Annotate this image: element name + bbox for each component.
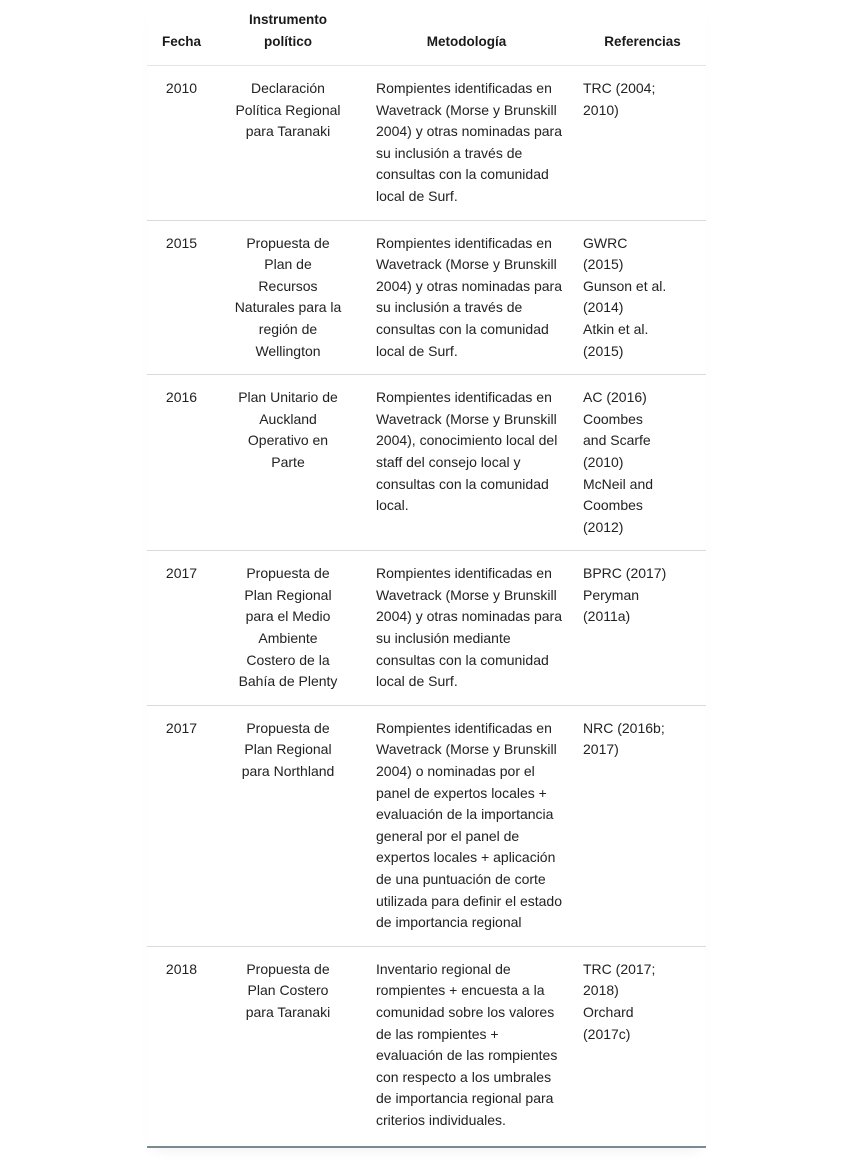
- instrument-text-line: Propuesta de: [246, 565, 330, 582]
- table-row: [147, 551, 706, 706]
- methodology-text-line: 2004) y otras nominadas para: [376, 123, 562, 140]
- methodology-text-line: Rompientes identificadas en: [376, 80, 552, 96]
- date-text: 2010: [165, 80, 198, 96]
- header-date: [147, 0, 216, 66]
- cell-instrument: [216, 66, 360, 221]
- reference-text-line: 2018): [583, 982, 619, 999]
- methodology-text-line: su inclusión mediante: [376, 630, 511, 647]
- cell-methodology: [360, 551, 573, 706]
- methodology-text-line: Rompientes identificadas en: [376, 389, 552, 406]
- reference-text-line: (2014): [583, 299, 624, 316]
- cell-methodology: [360, 220, 573, 375]
- reference-text-line: Coombes: [583, 410, 643, 427]
- instrument-text-line: Plan Unitario de: [238, 389, 338, 406]
- reference-text-line: TRC (2004;: [583, 80, 656, 96]
- cell-references: [573, 375, 706, 551]
- instrument-text-line: para Taranaki: [245, 123, 331, 140]
- cell-methodology: [360, 705, 573, 946]
- methodology-text-line: con respecto a los umbrales: [376, 1068, 552, 1085]
- reference-text-line: TRC (2017;: [583, 960, 656, 977]
- methodology-text-line: Rompientes identificadas en: [376, 719, 552, 736]
- date-text: 2017: [165, 719, 198, 736]
- table-body: [147, 66, 706, 1147]
- methodology-text-line: 2004) o nominadas por el: [376, 763, 535, 780]
- table-row: [147, 946, 706, 1146]
- instrument-text-line: Recursos: [258, 277, 318, 294]
- instrument-text-line: Plan de: [264, 256, 312, 273]
- methodology-text-line: rompientes + encuesta a la: [376, 982, 545, 999]
- methodology-text-line: expertos locales + aplicación: [376, 849, 556, 866]
- reference-text-line: Orchard: [583, 1003, 634, 1020]
- methodology-text-line: panel de expertos locales +: [376, 784, 547, 801]
- methodology-text-line: local de Surf.: [376, 342, 458, 359]
- instrument-text-line: Plan Regional: [244, 586, 332, 603]
- instrument-text-line: Bahía de Plenty: [238, 673, 338, 690]
- policy-instruments-table: [147, 0, 706, 1148]
- methodology-text-line: Wavetrack (Morse y Brunskill: [376, 101, 557, 118]
- reference-text-line: (2015): [583, 342, 624, 359]
- instrument-text-line: para Taranaki: [245, 1003, 331, 1020]
- instrument-text-line: Wellington: [255, 342, 321, 359]
- instrument-text-line: para Northland: [241, 763, 335, 780]
- methodology-text-line: 2004) y otras nominadas para: [376, 608, 562, 625]
- policy-table-container: [147, 0, 706, 1148]
- reference-text-line: NRC (2016b;: [583, 719, 665, 736]
- instrument-text-line: Parte: [271, 453, 305, 470]
- cell-methodology: [360, 375, 573, 551]
- header-methodology: [360, 0, 573, 66]
- reference-text-line: (2017c): [583, 1025, 631, 1042]
- reference-text-line: (2015): [583, 256, 624, 273]
- reference-text-line: 2017): [583, 741, 619, 758]
- cell-date: [147, 220, 216, 375]
- methodology-text-line: Wavetrack (Morse y Brunskill: [376, 741, 557, 758]
- instrument-text-line: Plan Costero: [247, 982, 329, 999]
- date-text: 2017: [165, 565, 198, 582]
- methodology-text-line: Wavetrack (Morse y Brunskill: [376, 256, 557, 273]
- methodology-text-line: su inclusión a través de: [376, 144, 523, 161]
- methodology-text-line: de las rompientes +: [376, 1025, 499, 1042]
- cell-references: [573, 946, 706, 1146]
- instrument-text-line: Ambiente: [258, 630, 318, 647]
- header-methodology-label: Metodología: [426, 34, 507, 49]
- reference-text-line: (2012): [583, 518, 624, 535]
- reference-text-line: 2010): [583, 101, 619, 118]
- instrument-text-line: región de: [258, 320, 318, 337]
- reference-text-line: Peryman: [583, 586, 640, 603]
- methodology-text-line: local.: [376, 497, 409, 514]
- reference-text-line: BPRC (2017): [583, 565, 667, 582]
- methodology-text-line: consultas con la comunidad: [376, 475, 549, 492]
- methodology-text-line: criterios individuales.: [376, 1111, 506, 1128]
- methodology-text-line: evaluación de la importancia: [376, 806, 554, 823]
- table-row: [147, 705, 706, 946]
- cell-methodology: [360, 66, 573, 221]
- reference-text-line: (2010): [583, 453, 624, 470]
- methodology-text-line: staff del consejo local y: [376, 453, 521, 470]
- header-instrument: [216, 0, 360, 66]
- cell-instrument: [216, 551, 360, 706]
- reference-text-line: (2011a): [583, 608, 631, 625]
- methodology-text-line: consultas con la comunidad: [376, 320, 549, 337]
- methodology-text-line: Wavetrack (Morse y Brunskill: [376, 586, 557, 603]
- methodology-text-line: su inclusión a través de: [376, 299, 523, 316]
- reference-text-line: and Scarfe: [583, 432, 651, 449]
- cell-date: [147, 375, 216, 551]
- header-instrument-line2: político: [264, 34, 312, 49]
- date-text: 2016: [165, 389, 198, 406]
- reference-text-line: Gunson et al.: [583, 277, 667, 294]
- methodology-text-line: Rompientes identificadas en: [376, 565, 552, 582]
- date-text: 2015: [165, 234, 198, 251]
- methodology-text-line: evaluación de las rompientes: [376, 1047, 558, 1064]
- header-references-label: Referencias: [604, 34, 681, 49]
- methodology-text-line: local de Surf.: [376, 187, 458, 204]
- instrument-text-line: Política Regional: [235, 101, 341, 118]
- cell-instrument: [216, 946, 360, 1146]
- cell-references: [573, 66, 706, 221]
- cell-references: [573, 705, 706, 946]
- instrument-text-line: Propuesta de: [246, 234, 330, 251]
- cell-references: [573, 551, 706, 706]
- date-text: 2018: [165, 960, 198, 977]
- header-row: [147, 0, 706, 66]
- table-row: [147, 375, 706, 551]
- reference-text-line: Atkin et al.: [583, 320, 649, 337]
- reference-text-line: AC (2016): [583, 389, 647, 406]
- reference-text-line: GWRC: [583, 234, 628, 251]
- cell-instrument: [216, 375, 360, 551]
- header-instrument-line1: Instrumento: [248, 12, 327, 27]
- instrument-text-line: para el Medio: [245, 608, 331, 625]
- reference-text-line: Coombes: [583, 497, 643, 514]
- instrument-text-line: Plan Regional: [244, 741, 332, 758]
- methodology-text-line: 2004), conocimiento local del: [376, 432, 558, 449]
- methodology-text-line: consultas con la comunidad: [376, 166, 549, 183]
- table-header: [147, 0, 706, 66]
- methodology-text-line: Wavetrack (Morse y Brunskill: [376, 410, 557, 427]
- methodology-text-line: de importancia regional para: [376, 1090, 554, 1107]
- instrument-text-line: Naturales para la: [234, 299, 342, 316]
- cell-references: [573, 220, 706, 375]
- methodology-text-line: de importancia regional: [376, 914, 522, 931]
- header-references: [573, 0, 706, 66]
- table-row: [147, 220, 706, 375]
- cell-date: [147, 551, 216, 706]
- methodology-text-line: comunidad sobre los valores: [376, 1003, 555, 1020]
- methodology-text-line: Inventario regional de: [376, 960, 511, 977]
- cell-instrument: [216, 220, 360, 375]
- instrument-text-line: Operativo en: [247, 432, 329, 449]
- cell-date: [147, 946, 216, 1146]
- methodology-text-line: de una puntuación de corte: [376, 871, 546, 887]
- header-date-label: Fecha: [161, 34, 202, 49]
- instrument-text-line: Propuesta de: [246, 960, 330, 977]
- instrument-text-line: Propuesta de: [246, 719, 330, 736]
- methodology-text-line: utilizada para definir el estado: [376, 892, 563, 909]
- cell-instrument: [216, 705, 360, 946]
- instrument-text-line: Declaración: [251, 80, 325, 96]
- instrument-text-line: Costero de la: [246, 651, 330, 668]
- methodology-text-line: consultas con la comunidad: [376, 651, 549, 668]
- methodology-text-line: Rompientes identificadas en: [376, 234, 552, 251]
- methodology-text-line: general por el panel de: [376, 827, 520, 844]
- cell-date: [147, 705, 216, 946]
- reference-text-line: McNeil and: [583, 475, 654, 492]
- instrument-text-line: Auckland: [259, 410, 317, 427]
- table-row: [147, 66, 706, 221]
- methodology-text-line: 2004) y otras nominadas para: [376, 277, 562, 294]
- methodology-text-line: local de Surf.: [376, 673, 458, 690]
- cell-methodology: [360, 946, 573, 1146]
- cell-date: [147, 66, 216, 221]
